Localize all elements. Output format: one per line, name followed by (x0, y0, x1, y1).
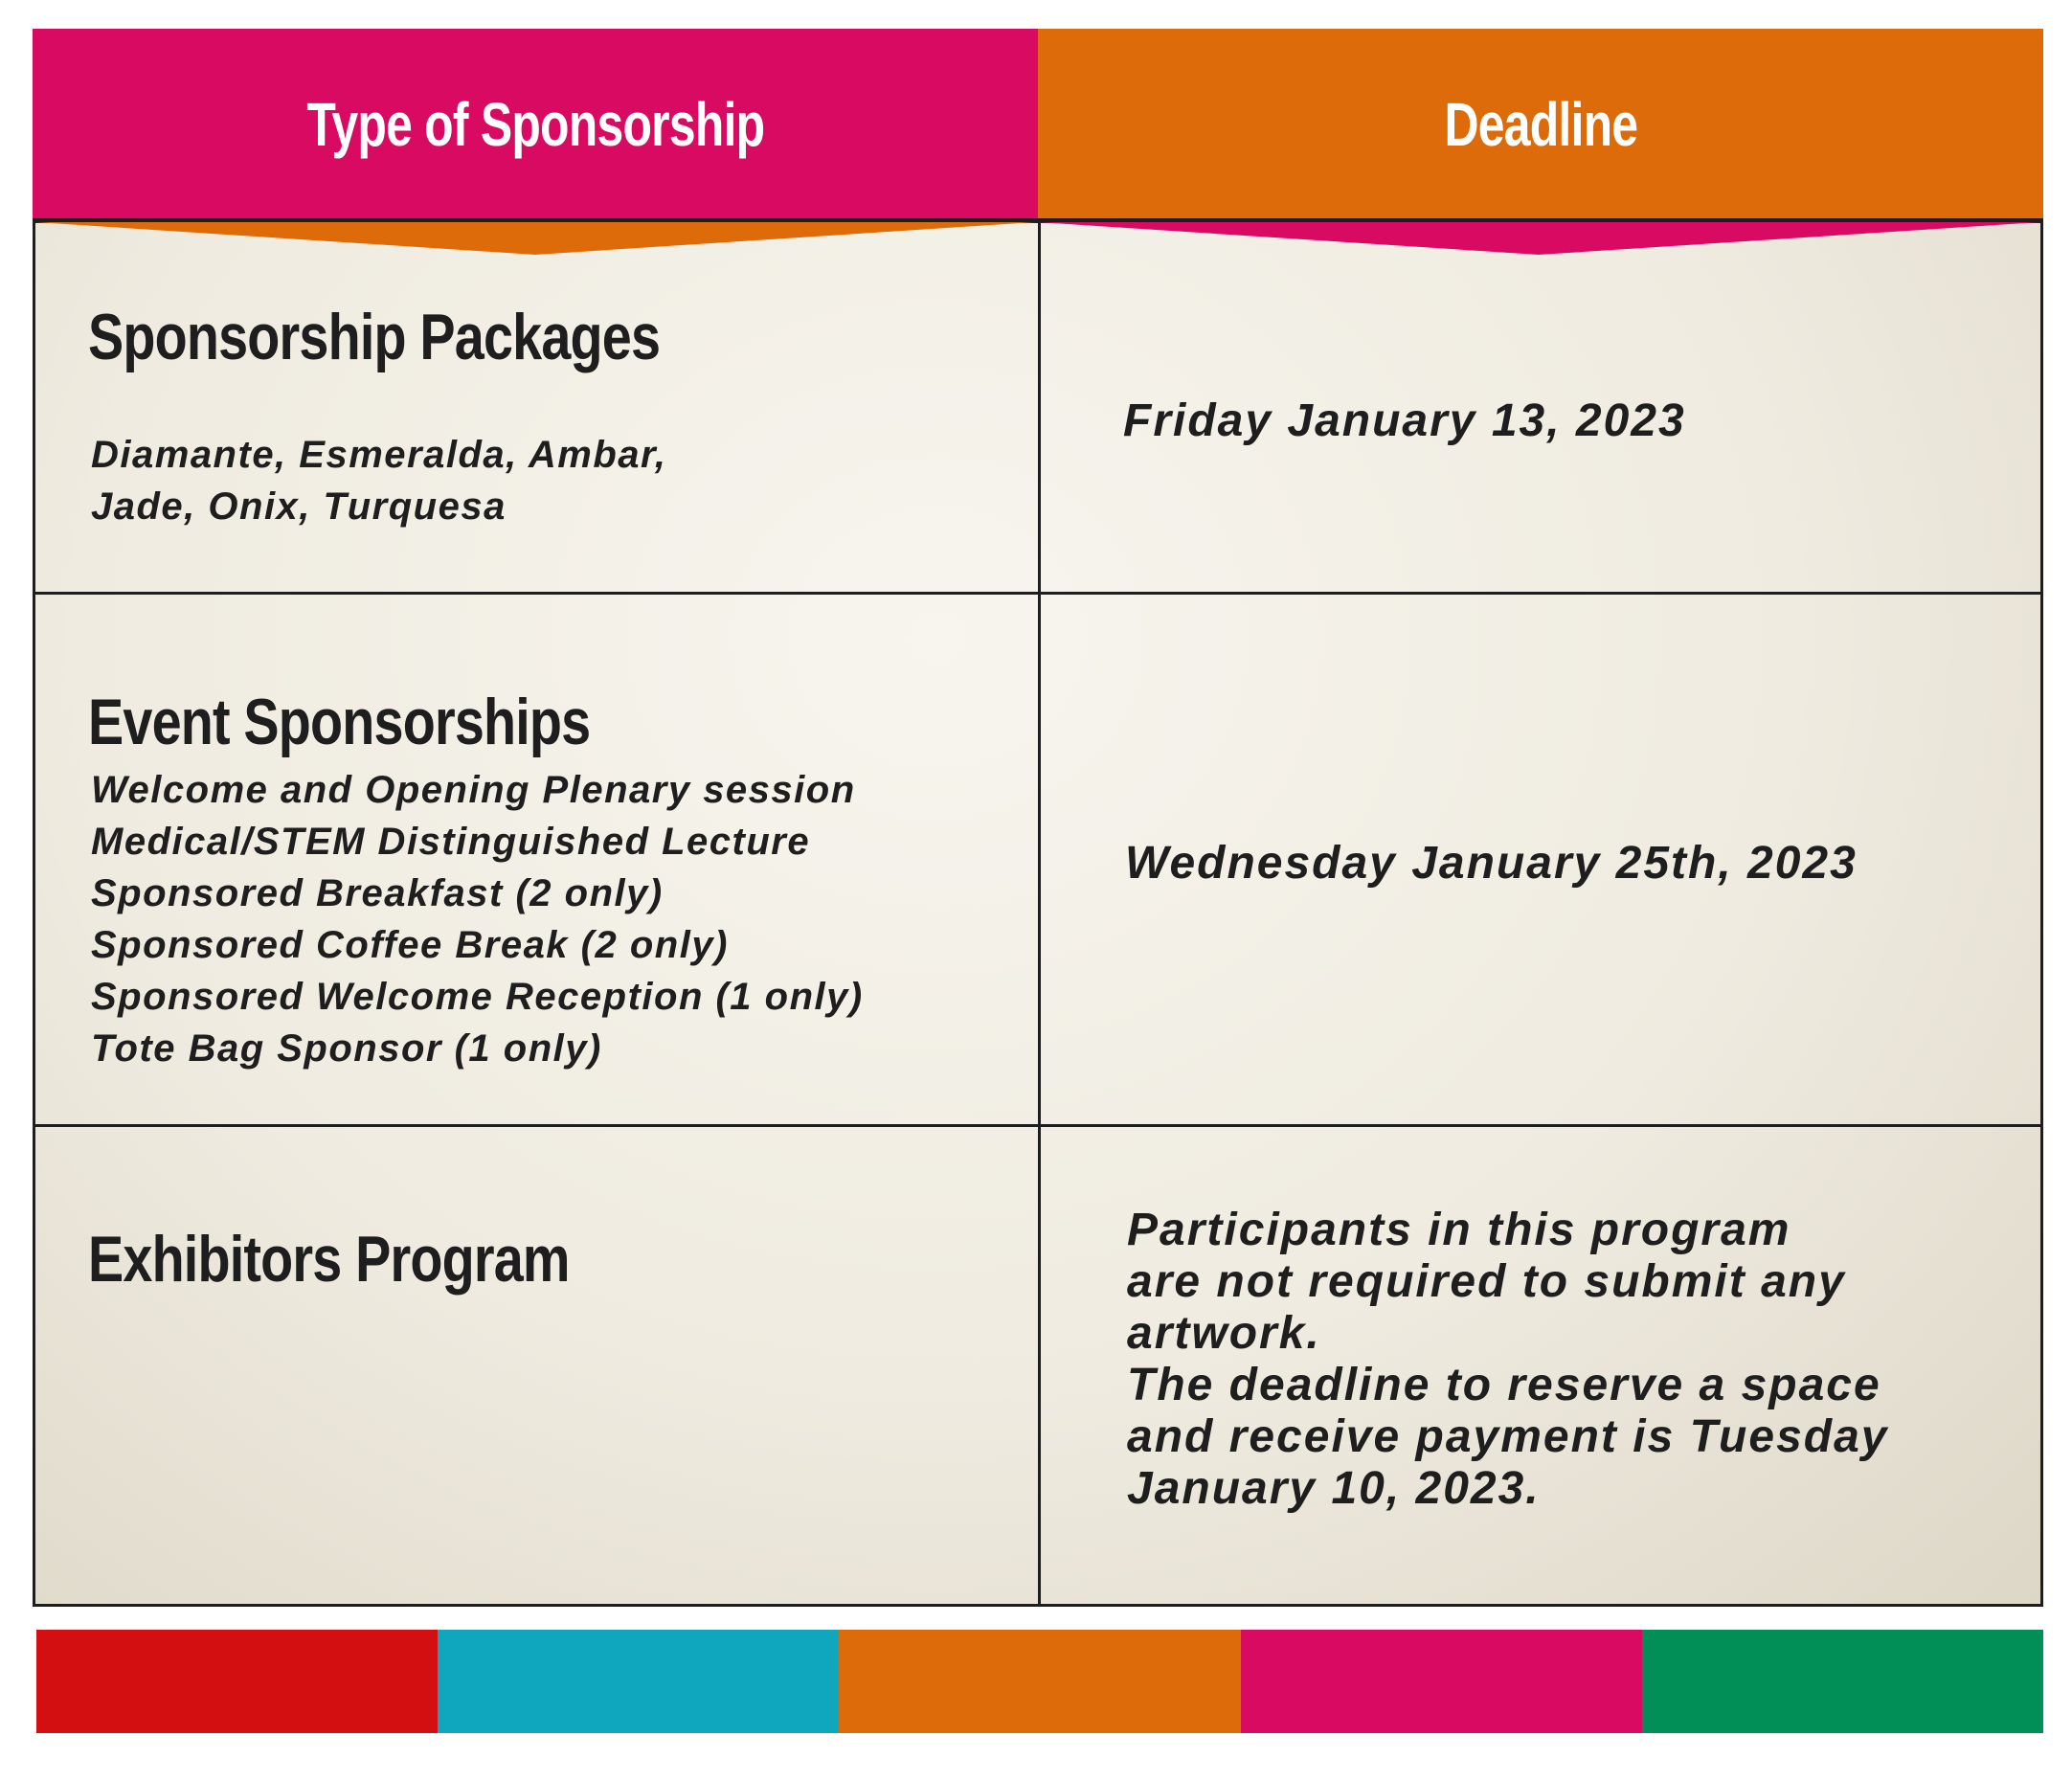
header-type-of-sponsorship (33, 29, 1038, 220)
list-item: Medical/STEM Distinguished Lecture (91, 821, 811, 863)
deadline-line: The deadline to reserve a space (1127, 1360, 1881, 1410)
row-divider (35, 1124, 2040, 1127)
row-title-sponsorship-packages: Sponsorship Packages (88, 301, 661, 373)
list-item: Diamante, Esmeralda, Ambar, (91, 434, 667, 476)
header-deadline (1038, 29, 2043, 220)
list-item: Jade, Onix, Turquesa (91, 485, 507, 528)
list-item: Tote Bag Sponsor (1 only) (91, 1027, 602, 1070)
stripe-teal (438, 1630, 839, 1733)
deadline-line: are not required to submit any (1127, 1256, 1846, 1307)
deadline-exhibitors-program (1127, 1205, 1888, 1515)
magenta-chevron-shape (1038, 222, 2040, 257)
row-title-exhibitors-program: Exhibitors Program (88, 1223, 570, 1296)
color-stripe-bar (36, 1630, 2043, 1733)
deadline-line: Wednesday January 25th, 2023 (1125, 838, 1858, 889)
row-title-event-sponsorships: Event Sponsorships (88, 686, 591, 758)
column-divider (1038, 223, 1041, 1604)
deadline-event-sponsorships (1125, 838, 1858, 890)
deadline-line: and receive payment is Tuesday (1127, 1411, 1889, 1462)
stripe-green (1642, 1630, 2043, 1733)
list-item: Welcome and Opening Plenary session (91, 769, 856, 811)
header-divider (33, 218, 2043, 221)
list-item: Sponsored Coffee Break (2 only) (91, 924, 729, 966)
stripe-red (36, 1630, 438, 1733)
deadline-sponsorship-packages (1123, 395, 1686, 447)
row-items-event-sponsorships (91, 764, 864, 1074)
row-items-sponsorship-packages (91, 429, 666, 532)
stripe-magenta (1241, 1630, 1642, 1733)
deadline-line: January 10, 2023. (1127, 1463, 1541, 1514)
header-deadline-label: Deadline (1444, 90, 1637, 159)
deadline-line: Participants in this program (1127, 1205, 1791, 1255)
header-type-label: Type of Sponsorship (306, 90, 764, 159)
sponsorship-table (33, 29, 2043, 1607)
deadline-line: artwork. (1127, 1308, 1321, 1359)
list-item: Sponsored Breakfast (2 only) (91, 872, 664, 914)
orange-chevron-shape (35, 222, 1035, 257)
table-body (33, 220, 2043, 1607)
deadline-line: Friday January 13, 2023 (1123, 395, 1686, 446)
row-divider (35, 592, 2040, 595)
list-item: Sponsored Welcome Reception (1 only) (91, 976, 864, 1018)
stripe-orange (839, 1630, 1240, 1733)
